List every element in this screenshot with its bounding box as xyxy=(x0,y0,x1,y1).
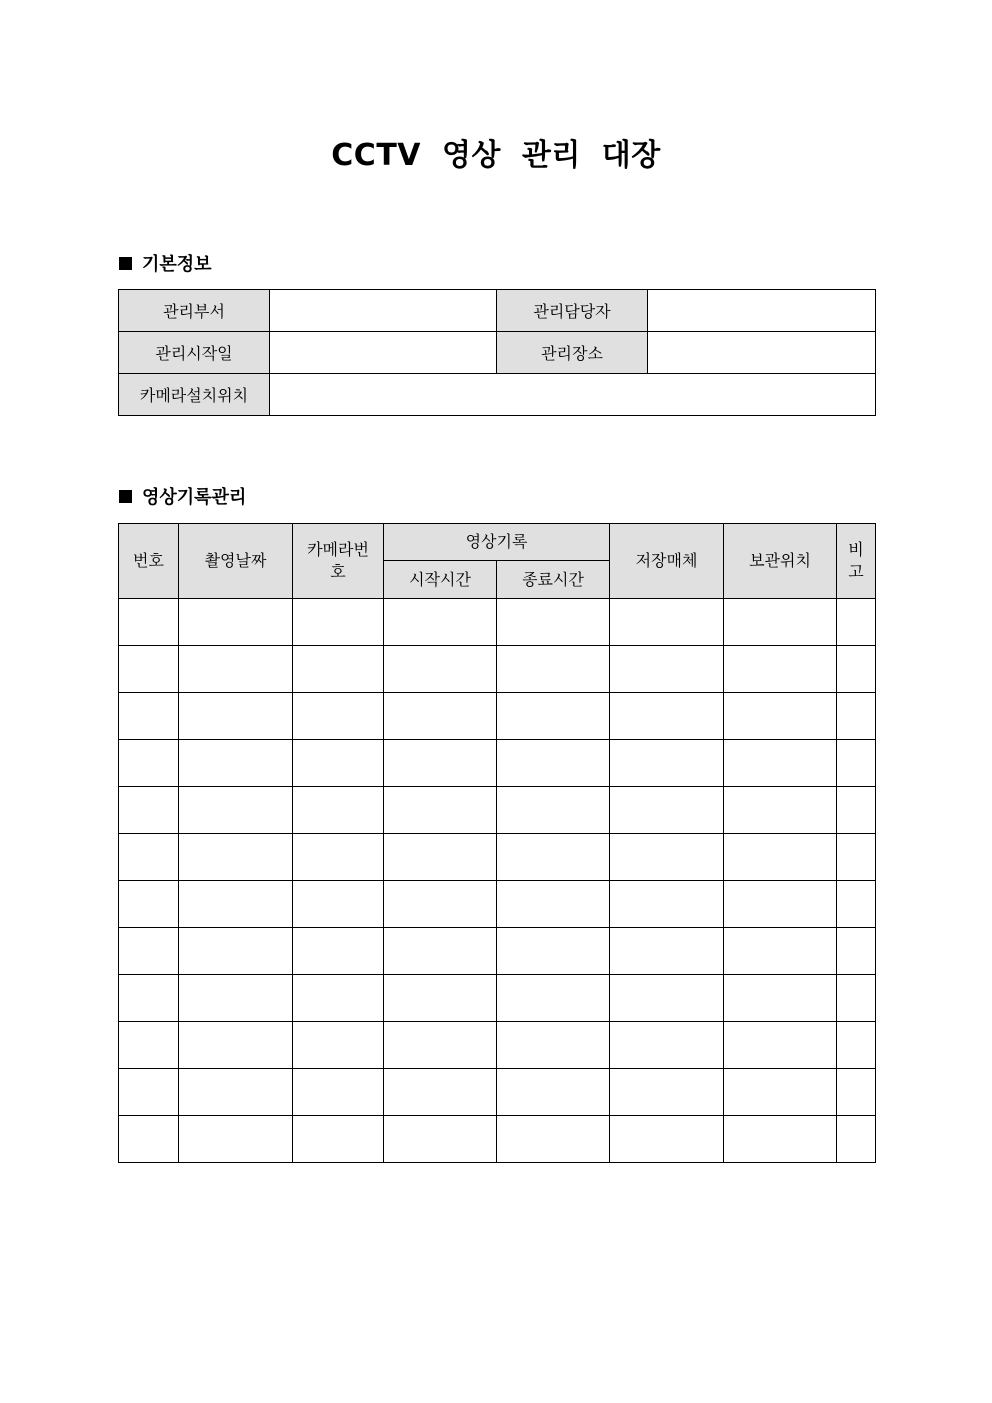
col-camera-header-line1: 카메라번 xyxy=(307,540,369,559)
cell-camera[interactable] xyxy=(293,693,384,740)
col-note-header-line2: 고 xyxy=(848,562,864,581)
col-camera-header xyxy=(293,524,384,599)
cell-note[interactable] xyxy=(837,975,876,1022)
cell-no[interactable] xyxy=(119,928,179,975)
cell-no[interactable] xyxy=(119,881,179,928)
start-date-label: 관리시작일 xyxy=(119,332,270,374)
cell-storage[interactable] xyxy=(724,834,837,881)
cell-camera[interactable] xyxy=(293,1022,384,1069)
cell-start-time[interactable] xyxy=(384,646,497,693)
cell-storage[interactable] xyxy=(724,740,837,787)
page-title: CCTV 영상 관리 대장 xyxy=(331,138,661,173)
cell-end-time[interactable] xyxy=(497,787,610,834)
col-media-header: 저장매체 xyxy=(610,524,724,599)
square-bullet-icon xyxy=(119,490,132,503)
cell-end-time[interactable] xyxy=(497,599,610,646)
records-heading-text: 영상기록관리 xyxy=(142,487,247,508)
place-label: 관리장소 xyxy=(497,332,648,374)
dept-label: 관리부서 xyxy=(119,290,270,332)
cell-start-time[interactable] xyxy=(384,599,497,646)
cell-camera[interactable] xyxy=(293,1069,384,1116)
col-end-time-header: 종료시간 xyxy=(497,561,610,599)
cell-storage[interactable] xyxy=(724,693,837,740)
cell-date[interactable] xyxy=(179,881,293,928)
cell-date[interactable] xyxy=(179,1069,293,1116)
cell-camera[interactable] xyxy=(293,834,384,881)
cell-no[interactable] xyxy=(119,1116,179,1163)
table-row xyxy=(119,646,876,693)
cell-media[interactable] xyxy=(610,646,724,693)
col-video-record-header: 영상기록 xyxy=(384,524,610,561)
cell-media[interactable] xyxy=(610,928,724,975)
cell-camera[interactable] xyxy=(293,881,384,928)
cell-media[interactable] xyxy=(610,1116,724,1163)
cell-end-time[interactable] xyxy=(497,740,610,787)
camera-location-value-cell[interactable] xyxy=(270,374,876,416)
cell-media[interactable] xyxy=(610,1069,724,1116)
basic-info-heading xyxy=(119,253,212,277)
info-row xyxy=(119,332,876,374)
cell-end-time[interactable] xyxy=(497,1022,610,1069)
cell-no[interactable] xyxy=(119,646,179,693)
cell-note[interactable] xyxy=(837,834,876,881)
records-header-row xyxy=(119,524,876,561)
cell-note[interactable] xyxy=(837,787,876,834)
cell-media[interactable] xyxy=(610,599,724,646)
cell-start-time[interactable] xyxy=(384,834,497,881)
cell-start-time[interactable] xyxy=(384,975,497,1022)
cell-camera[interactable] xyxy=(293,787,384,834)
cell-camera[interactable] xyxy=(293,599,384,646)
cell-note[interactable] xyxy=(837,693,876,740)
cell-end-time[interactable] xyxy=(497,881,610,928)
cell-end-time[interactable] xyxy=(497,1069,610,1116)
cell-no[interactable] xyxy=(119,975,179,1022)
cell-date[interactable] xyxy=(179,787,293,834)
cell-media[interactable] xyxy=(610,693,724,740)
cell-start-time[interactable] xyxy=(384,693,497,740)
cell-storage[interactable] xyxy=(724,928,837,975)
cell-media[interactable] xyxy=(610,975,724,1022)
cell-storage[interactable] xyxy=(724,646,837,693)
cell-storage[interactable] xyxy=(724,1069,837,1116)
table-row xyxy=(119,740,876,787)
square-bullet-icon xyxy=(119,257,132,270)
cell-date[interactable] xyxy=(179,599,293,646)
camera-location-label: 카메라설치위치 xyxy=(119,374,270,416)
table-row xyxy=(119,928,876,975)
cell-start-time[interactable] xyxy=(384,928,497,975)
table-row xyxy=(119,975,876,1022)
cell-storage[interactable] xyxy=(724,787,837,834)
cell-camera[interactable] xyxy=(293,646,384,693)
cell-end-time[interactable] xyxy=(497,646,610,693)
records-heading xyxy=(119,486,246,510)
place-value-cell[interactable] xyxy=(648,332,876,374)
cell-no[interactable] xyxy=(119,599,179,646)
basic-info-table xyxy=(118,289,876,416)
cell-no[interactable] xyxy=(119,1022,179,1069)
table-row xyxy=(119,834,876,881)
cell-date[interactable] xyxy=(179,646,293,693)
cell-date[interactable] xyxy=(179,1022,293,1069)
col-note-header xyxy=(837,524,876,599)
cell-storage[interactable] xyxy=(724,975,837,1022)
cell-note[interactable] xyxy=(837,881,876,928)
cell-no[interactable] xyxy=(119,740,179,787)
info-row xyxy=(119,374,876,416)
table-row xyxy=(119,1022,876,1069)
cell-camera[interactable] xyxy=(293,928,384,975)
cell-note[interactable] xyxy=(837,646,876,693)
col-storage-header: 보관위치 xyxy=(724,524,837,599)
cell-camera[interactable] xyxy=(293,740,384,787)
cell-date[interactable] xyxy=(179,834,293,881)
table-row xyxy=(119,881,876,928)
manager-value-cell[interactable] xyxy=(648,290,876,332)
col-camera-header-line2: 호 xyxy=(330,562,346,581)
cell-date[interactable] xyxy=(179,1116,293,1163)
cell-date[interactable] xyxy=(179,928,293,975)
cell-note[interactable] xyxy=(837,599,876,646)
start-date-value-cell[interactable] xyxy=(270,332,497,374)
cell-end-time[interactable] xyxy=(497,693,610,740)
cell-note[interactable] xyxy=(837,928,876,975)
cell-end-time[interactable] xyxy=(497,834,610,881)
table-row xyxy=(119,693,876,740)
cell-end-time[interactable] xyxy=(497,928,610,975)
cell-start-time[interactable] xyxy=(384,1069,497,1116)
col-start-time-header: 시작시간 xyxy=(384,561,497,599)
cell-start-time[interactable] xyxy=(384,881,497,928)
cell-note[interactable] xyxy=(837,1069,876,1116)
records-table xyxy=(118,523,876,1163)
cell-camera[interactable] xyxy=(293,1116,384,1163)
cell-camera[interactable] xyxy=(293,975,384,1022)
basic-info-heading-text: 기본정보 xyxy=(142,254,212,275)
table-row xyxy=(119,787,876,834)
cell-storage[interactable] xyxy=(724,1022,837,1069)
cell-media[interactable] xyxy=(610,740,724,787)
table-row xyxy=(119,1069,876,1116)
cell-storage[interactable] xyxy=(724,1116,837,1163)
table-row xyxy=(119,599,876,646)
table-row xyxy=(119,1116,876,1163)
cell-media[interactable] xyxy=(610,834,724,881)
cell-start-time[interactable] xyxy=(384,740,497,787)
cell-media[interactable] xyxy=(610,787,724,834)
info-row xyxy=(119,290,876,332)
cell-start-time[interactable] xyxy=(384,1116,497,1163)
cell-start-time[interactable] xyxy=(384,787,497,834)
cell-no[interactable] xyxy=(119,1069,179,1116)
cell-media[interactable] xyxy=(610,881,724,928)
cell-note[interactable] xyxy=(837,1022,876,1069)
cell-storage[interactable] xyxy=(724,599,837,646)
col-date-header: 촬영날짜 xyxy=(179,524,293,599)
cell-no[interactable] xyxy=(119,693,179,740)
cell-note[interactable] xyxy=(837,740,876,787)
cell-end-time[interactable] xyxy=(497,1116,610,1163)
cell-media[interactable] xyxy=(610,1022,724,1069)
cell-start-time[interactable] xyxy=(384,1022,497,1069)
cell-no[interactable] xyxy=(119,787,179,834)
manager-label: 관리담당자 xyxy=(497,290,648,332)
cell-no[interactable] xyxy=(119,834,179,881)
cell-date[interactable] xyxy=(179,693,293,740)
cell-date[interactable] xyxy=(179,740,293,787)
dept-value-cell[interactable] xyxy=(270,290,497,332)
col-no-header: 번호 xyxy=(119,524,179,599)
cell-end-time[interactable] xyxy=(497,975,610,1022)
cell-date[interactable] xyxy=(179,975,293,1022)
cell-storage[interactable] xyxy=(724,881,837,928)
cell-note[interactable] xyxy=(837,1116,876,1163)
col-note-header-line1: 비 xyxy=(848,540,864,559)
